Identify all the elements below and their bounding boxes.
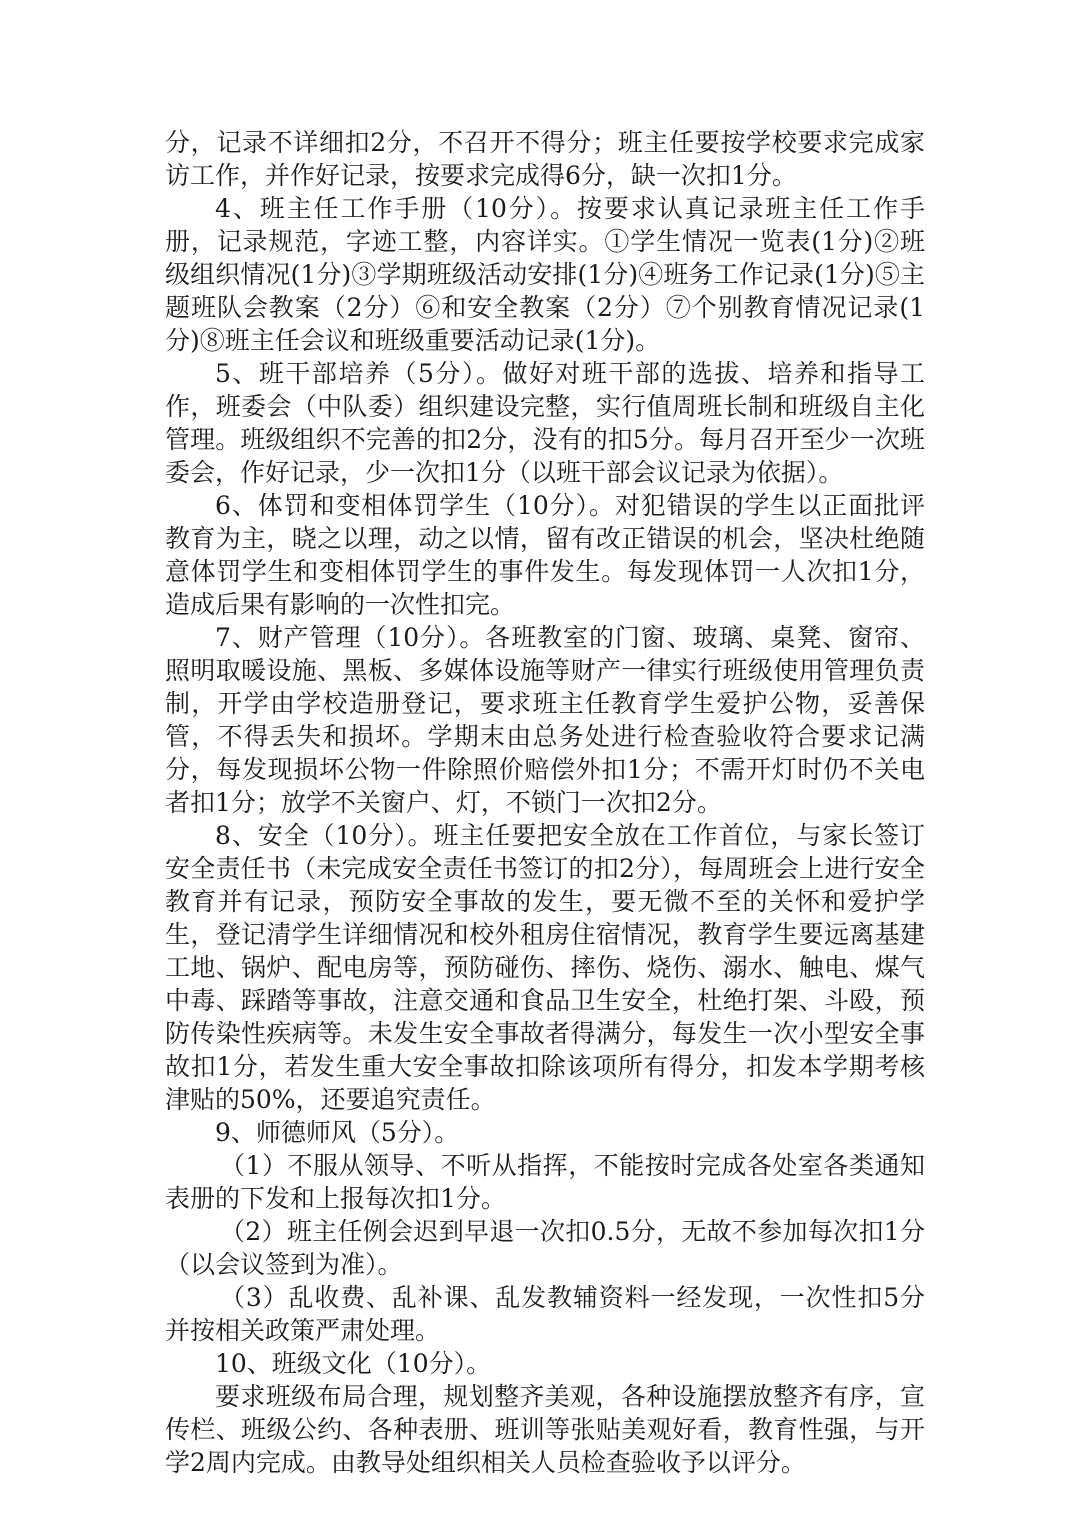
paragraph-continuation: 分，记录不详细扣2分，不召开不得分；班主任要按学校要求完成家访工作，并作好记录，按要求完成得6分，缺一次扣1分。 [165,128,925,190]
paragraph-item-5-class-cadre: 5、班干部培养（5分）。做好对班干部的选拔、培养和指导工作，班委会（中队委）组织建设完整，实行值周班长制和班级自主化管理。班级组织不完善的扣2分，没有的扣5分。每月召开至少一次班委会，作好记录，少一次扣1分（以班干部会议记录为依据）。 [165,359,925,487]
paragraph-item-9-sub-2: （2）班主任例会迟到早退一次扣0.5分，无故不参加每次扣1分（以会议签到为准）。 [165,1217,925,1279]
paragraph-item-10-class-culture: 10、班级文化（10分）。 [215,1349,492,1378]
paragraph-item-7-property-management: 7、财产管理（10分）。各班教室的门窗、玻璃、桌凳、窗帘、照明取暖设施、黑板、多媒体设施等财产一律实行班级使用管理负责制，开学由学校造册登记，要求班主任教育学生爱护公物，妥善保管，不得丢失和损坏。学期末由总务处进行检查验收符合要求记满分，每发现损坏公物一件除照价赔偿外扣1分；不需开灯时仍不关电者扣1分；放学不关窗户、灯，不锁门一次扣2分。 [165,623,925,817]
paragraph-item-6-corporal-punishment: 6、体罚和变相体罚学生（10分）。对犯错误的学生以正面批评教育为主，晓之以理，动之以情，留有改正错误的机会，坚决杜绝随意体罚学生和变相体罚学生的事件发生。每发现体罚一人次扣1分，造成后果有影响的一次性扣完。 [165,491,925,619]
paragraph-item-10-detail: 要求班级布局合理，规划整齐美观，各种设施摆放整齐有序，宣传栏、班级公约、各种表册、班训等张贴美观好看，教育性强，与开学2周内完成。由教导处组织相关人员检查验收予以评分。 [165,1382,925,1477]
paragraph-item-9-teacher-ethics: 9、师德师风（5分）。 [215,1118,460,1147]
paragraph-item-9-sub-1: （1）不服从领导、不听从指挥，不能按时完成各处室各类通知表册的下发和上报每次扣1分。 [165,1151,925,1213]
document-body [165,126,925,1479]
paragraph-item-4-work-handbook: 4、班主任工作手册（10分）。按要求认真记录班主任工作手册，记录规范，字迹工整，内容详实。①学生情况一览表(1分)②班级组织情况(1分)③学期班级活动安排(1分)④班务工作记录(1分)⑤主题班队会教案（2分）⑥和安全教案（2分）⑦个别教育情况记录(1分)⑧班主任会议和班级重要活动记录(1分)。 [165,194,925,355]
paragraph-item-8-safety: 8、安全（10分）。班主任要把安全放在工作首位，与家长签订安全责任书（未完成安全责任书签订的扣2分），每周班会上进行安全教育并有记录，预防安全事故的发生，要无微不至的关怀和爱护学生，登记清学生详细情况和校外租房住宿情况，教育学生要远离基建工地、锅炉、配电房等，预防碰伤、摔伤、烧伤、溺水、触电、煤气中毒、踩踏等事故，注意交通和食品卫生安全，杜绝打架、斗殴，预防传染性疾病等。未发生安全事故者得满分，每发生一次小型安全事故扣1分，若发生重大安全事故扣除该项所有得分，扣发本学期考核津贴的50%，还要追究责任。 [165,821,925,1114]
paragraph-item-9-sub-3: （3）乱收费、乱补课、乱发教辅资料一经发现，一次性扣5分并按相关政策严肃处理。 [165,1283,925,1345]
